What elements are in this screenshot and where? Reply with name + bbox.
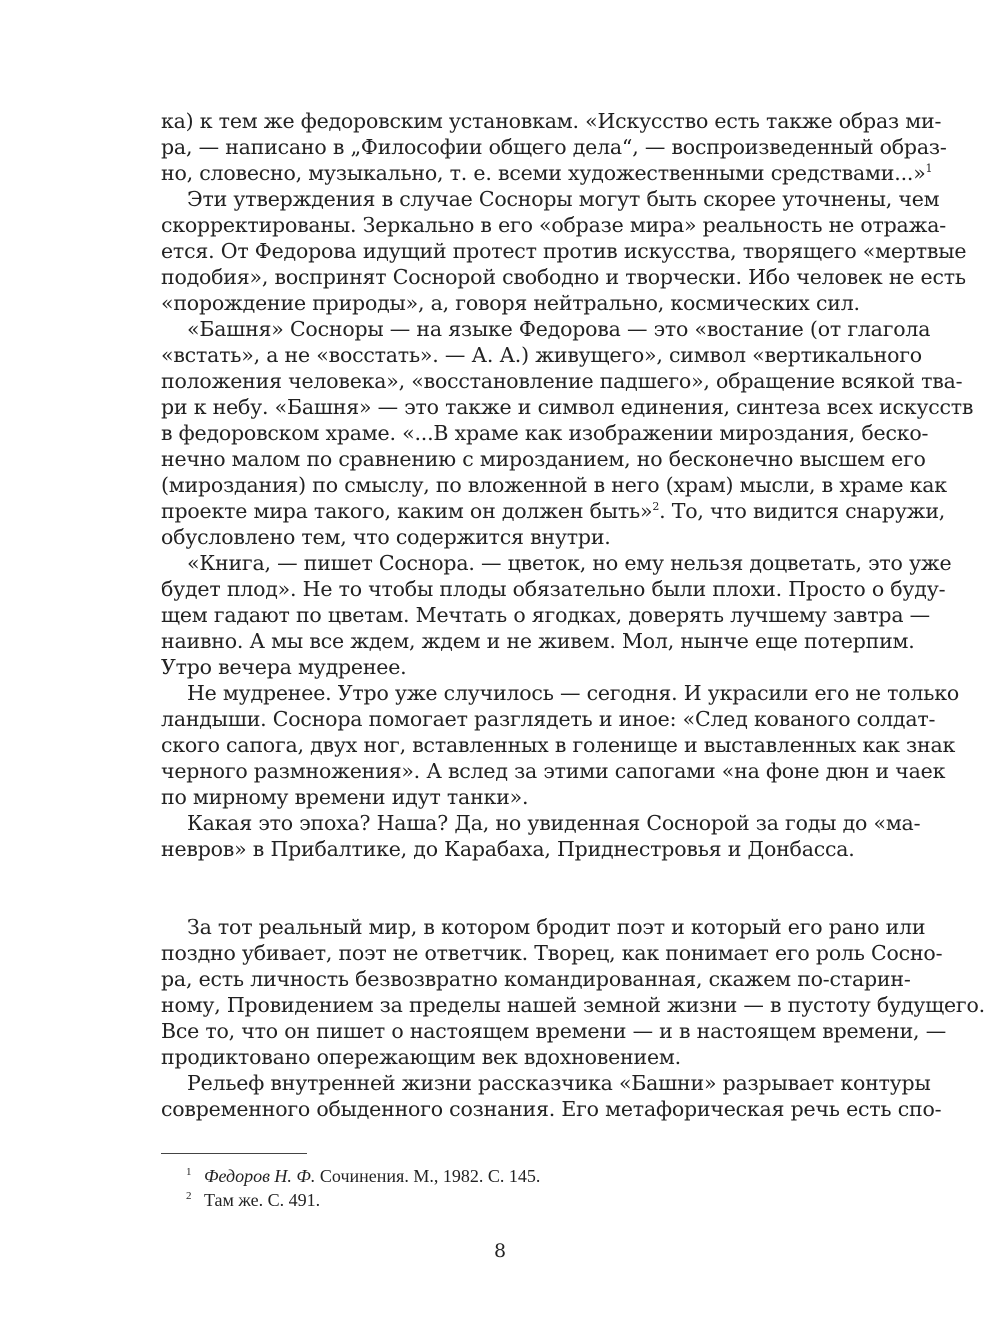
main-text (161, 108, 985, 1122)
text-line: скорректированы. Зеркально в его «образе мира» реальность не отража- (161, 213, 946, 237)
text-line: черного размножения». А вслед за этими сапогами «на фоне дюн и чаек (161, 759, 946, 783)
text-line: Эти утверждения в случае Сосноры могут быть скорее уточнены, чем (187, 187, 940, 211)
text-line: невров» в Прибалтике, до Карабаха, Приднестровья и Донбасса. (161, 837, 855, 861)
text-line: ра, — написано в „Философии общего дела“, — воспроизведенный образ- (161, 135, 947, 159)
text-line: «Башня» Сосноры — на языке Федорова — это «востание (от глагола (187, 317, 931, 341)
text-line: ется. От Федорова идущий протест против искусства, творящего «мертвые (161, 239, 967, 263)
paragraph-2 (161, 186, 967, 316)
section-gap (161, 862, 861, 914)
paragraph-1 (161, 108, 947, 186)
text-line: Рельеф внутренней жизни рассказчика «Башни» разрывает контуры (187, 1071, 931, 1095)
paragraph-7 (161, 914, 985, 1070)
footnote-1: $^1$ Федоров Н. Ф. Сочинения. М., 1982. С. 145. (186, 1166, 541, 1186)
text-line: За тот реальный мир, в котором бродит поэт и который его рано или (187, 915, 926, 939)
footnote-text: Там же. С. 491. (204, 1190, 321, 1210)
text-line: подобия», воспринят Соснорой свободно и творчески. Ибо человек не есть (161, 265, 966, 289)
paragraph-4 (161, 550, 952, 680)
text-line: ка) к тем же федоровским установкам. «Искусство есть также образ ми- (161, 109, 942, 133)
text-line: поздно убивает, поэт не ответчик. Творец, как понимает его роль Сосно- (161, 941, 943, 965)
text-line: щем гадают по цветам. Мечтать о ягодках, доверять лучшему завтра — (161, 603, 930, 627)
text-line: Не мудренее. Утро уже случилось — сегодня. И украсили его не только (187, 681, 959, 705)
text-line: в федоровском храме. «...В храме как изображении мироздания, беско- (161, 421, 929, 445)
text-line: «Книга, — пишет Соснора. — цветок, но ему нельзя доцветать, это уже (187, 551, 952, 575)
text-line: «порождение природы», а, говоря нейтрально, космических сил. (161, 291, 860, 315)
paragraph-5 (161, 680, 959, 810)
footnote-ref[interactable]: 2 (652, 500, 660, 514)
text-line: Какая это эпоха? Наша? Да, но увиденная Соснорой за годы до «ма- (187, 811, 921, 835)
footnote-2: $^2$ Там же. С. 491. (186, 1190, 321, 1210)
text-line: продиктовано опережающим век вдохновением. (161, 1045, 681, 1069)
text-line: наивно. А мы все ждем, ждем и не живем. Мол, нынче еще потерпим. (161, 629, 915, 653)
paragraph-3 (161, 316, 974, 550)
footnote-ref[interactable]: 1 (925, 162, 933, 176)
text-line: будет плод». Не то чтобы плоды обязательно были плохи. Просто о буду- (161, 577, 946, 601)
text-line: ри к небу. «Башня» — это также и символ единения, синтеза всех искусств (161, 395, 974, 419)
footnote-text: Сочинения. М., 1982. С. 145. (315, 1166, 541, 1186)
text-line: (мироздания) по смыслу, по вложенной в него (храм) мысли, в храме как (161, 473, 947, 497)
text-line: Все то, что он пишет о настоящем времени — и в настоящем времени, — (161, 1019, 946, 1043)
text-span: но, словесно, музыкально, т. е. всеми художественными средствами...» (161, 161, 926, 185)
text-span: проекте мира такого, каким он должен быть» (161, 499, 653, 523)
text-line: Утро вечера мудренее. (161, 655, 407, 679)
page-number: 8 (493, 1240, 507, 1262)
text-line: ского сапога, двух ног, вставленных в голенище и выставленных как знак (161, 733, 956, 757)
text-line: «встать», а не «восстать». — А. А.) живущего», символ «вертикального (161, 343, 922, 367)
text-line: положения человека», «восстановление падшего», обращение всякой тва- (161, 369, 963, 393)
footnote-divider (161, 1153, 307, 1154)
footnote-author: Федоров Н. Ф. (204, 1166, 316, 1186)
text-line: ному, Провидением за пределы нашей земной жизни — в пустоту будущего. (161, 993, 985, 1017)
footnotes (186, 1164, 836, 1212)
text-line (161, 160, 933, 186)
text-line: современного обыденного сознания. Его метафорическая речь есть спо- (161, 1097, 942, 1121)
text-line: ландыши. Соснора помогает разглядеть и иное: «След кованого солдат- (161, 707, 936, 731)
text-line (161, 498, 946, 524)
text-line: обусловлено тем, что содержится внутри. (161, 525, 611, 549)
paragraph-6 (161, 810, 921, 862)
text-line: по мирному времени идут танки». (161, 785, 529, 809)
text-line: нечно малом по сравнению с мирозданием, но бесконечно высшем его (161, 447, 926, 471)
paragraph-8 (161, 1070, 942, 1122)
text-line: ра, есть личность безвозвратно командированная, скажем по-старин- (161, 967, 911, 991)
text-span: . То, что видится снаружи, (659, 499, 946, 523)
